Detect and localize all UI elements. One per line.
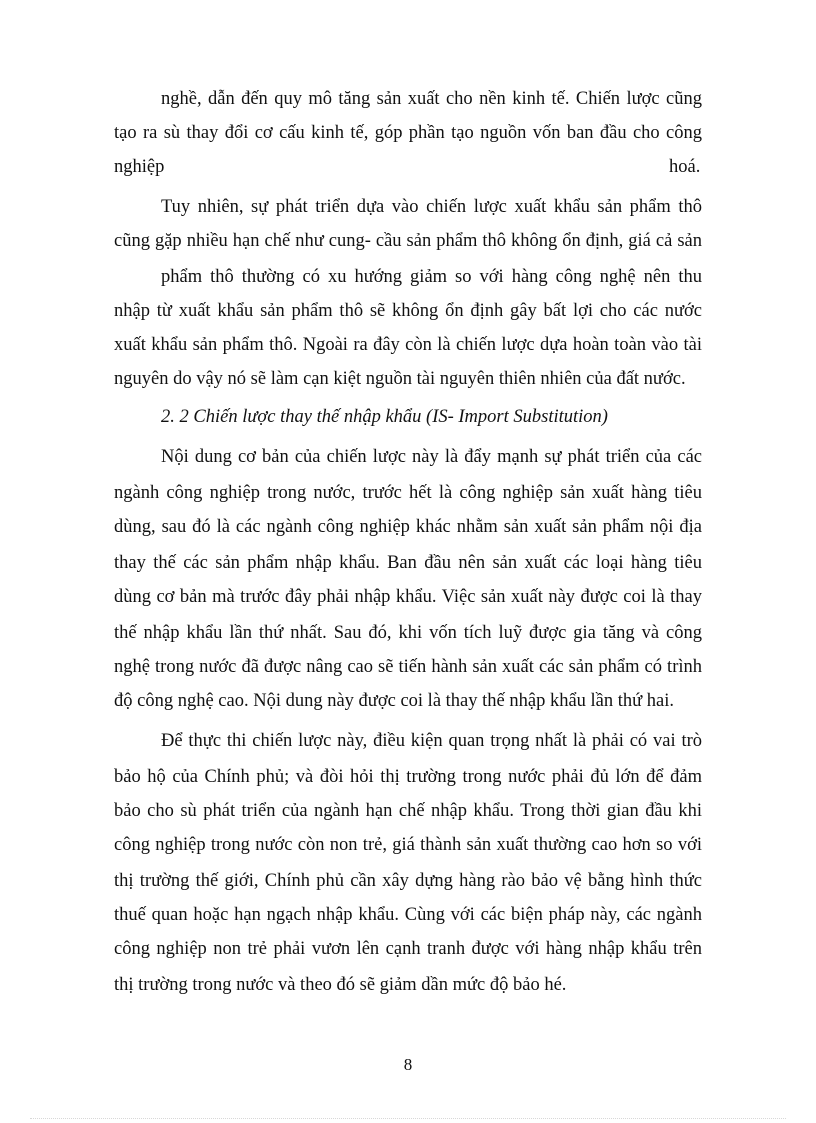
page-number: 8: [403, 1055, 413, 1074]
text-line: nguyên do vậy nó sẽ làm cạn kiệt nguồn tài nguyên thiên nhiên của đất nước.: [114, 369, 686, 389]
text-line: thay thế các sản phẩm nhập khẩu. Ban đầu nên sản xuất các loại hàng tiêu: [114, 553, 702, 573]
text-line: nghiệp: [114, 157, 165, 177]
text-line: tạo ra sù thay đổi cơ cấu kinh tế, góp phần tạo nguồn vốn ban đầu cho công: [114, 123, 702, 143]
text-line: nghệ trong nước đã được nâng cao sẽ tiến hành sản xuất các sản phẩm có trình: [114, 657, 702, 677]
text-line: Để thực thi chiến lược này, điều kiện quan trọng nhất là phải có vai trò: [161, 731, 702, 751]
text-line: Tuy nhiên, sự phát triển dựa vào chiến lược xuất khẩu sản phẩm thô: [161, 197, 702, 217]
section-heading: 2. 2 Chiến lược thay thế nhập khẩu (IS- Import Substitution): [161, 407, 608, 427]
text-line: ngành công nghiệp trong nước, trước hết là công nghiệp sản xuất hàng tiêu: [114, 483, 702, 503]
text-line: công nghiệp trong nước còn non trẻ, giá thành sản xuất thường cao hơn so với: [114, 835, 702, 855]
text-line: dùng, sau đó là các ngành công nghiệp khác nhằm sản xuất sản phẩm nội địa: [114, 517, 702, 537]
text-line: bảo hộ của Chính phủ; và đòi hỏi thị trường trong nước phải đủ lớn để đảm: [114, 767, 702, 787]
text-line: thị trường trong nước và theo đó sẽ giảm dần mức độ bảo hé.: [114, 975, 567, 995]
text-line: thị trường thế giới, Chính phủ cần xây dựng hàng rào bảo vệ bằng hình thức: [114, 871, 702, 891]
text-line: bảo cho sù phát triển của ngành hạn chế nhập khẩu. Trong thời gian đầu khi: [114, 801, 702, 821]
text-line: nghề, dẫn đến quy mô tăng sản xuất cho nền kinh tế. Chiến lược cũng: [161, 89, 702, 109]
text-line: phẩm thô thường có xu hướng giảm so với hàng công nghệ nên thu: [161, 267, 702, 287]
text-line: hoá.: [669, 157, 701, 177]
text-line: thế nhập khẩu lần thứ nhất. Sau đó, khi vốn tích luỹ được gia tăng và công: [114, 623, 702, 643]
text-line: độ công nghệ cao. Nội dung này được coi là thay thế nhập khẩu lần thứ hai.: [114, 691, 675, 711]
text-line: Nội dung cơ bản của chiến lược này là đẩy mạnh sự phát triển của các: [161, 447, 702, 467]
text-line: thuế quan hoặc hạn ngạch nhập khẩu. Cùng với các biện pháp này, các ngành: [114, 905, 702, 925]
text-line: công nghiệp non trẻ phải vươn lên cạnh tranh được với hàng nhập khẩu trên: [114, 939, 702, 959]
bottom-divider: [30, 1118, 786, 1119]
text-line: nhập từ xuất khẩu sản phẩm thô sẽ không ổn định gây bất lợi cho các nước: [114, 301, 702, 321]
text-line: xuất khẩu sản phẩm thô. Ngoài ra đây còn là chiến lược dựa hoàn toàn vào tài: [114, 335, 702, 355]
text-line: cũng gặp nhiều hạn chế như cung- cầu sản phẩm thô không ổn định, giá cả sản: [114, 231, 702, 251]
text-line: dùng cơ bản mà trước đây phải nhập khẩu. Việc sản xuất này được coi là thay: [114, 587, 702, 607]
